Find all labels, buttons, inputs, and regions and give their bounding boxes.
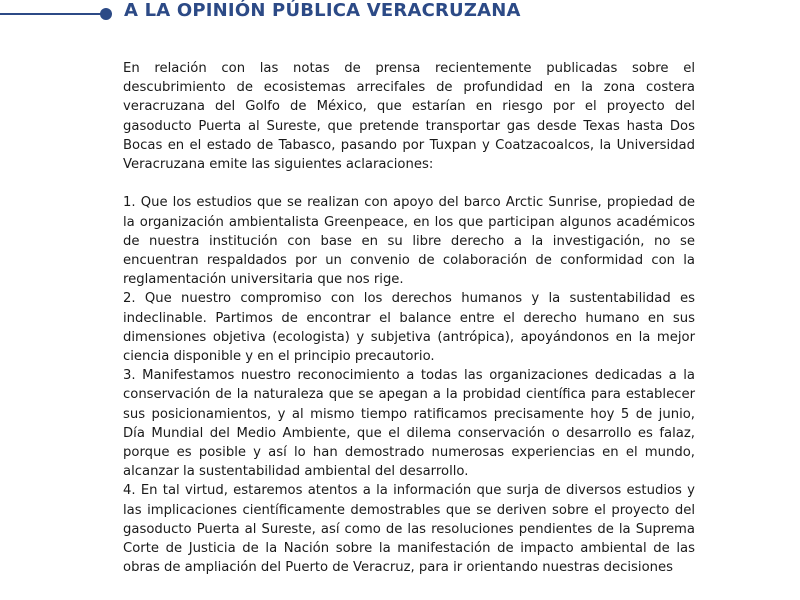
intro-paragraph: En relación con las notas de prensa recientemente publicadas sobre el descubrimiento de ecosistemas arrecifales de profundidad en la zona costera veracruzana del Golfo de México, que estarían en riesgo por el proyecto del gasoducto Puerta al Sureste, que pretende transportar gas desde Texas hasta Dos Bocas en el estado de Tabasco, pasando por Tuxpan y Coatzacoalcos, la Universidad Veracruzana emite las siguientes aclaraciones: [123, 61, 695, 173]
clarification-item-1 [123, 193, 695, 289]
clarification-number: 4. [123, 483, 136, 499]
clarification-number: 2. [123, 291, 136, 307]
statement-body [123, 59, 695, 577]
clarification-text: En tal virtud, estaremos atentos a la información que surja de diversos estudios y las implicaciones científicamente demostrables que se deriven sobre el proyecto del gasoducto Puerta al Sureste, así como de las resoluciones pendientes de la Suprema Corte de Justicia de la Nación sobre la manifestación de impacto ambiental de las obras de ampliación del Puerto de Veracruz, para ir orientando nuestras decisiones [123, 483, 695, 576]
clarification-item-4 [123, 481, 695, 577]
page-title: A LA OPINIÓN PÚBLICA VERACRUZANA [124, 0, 521, 21]
clarification-item-3 [123, 366, 695, 481]
clarification-item-2 [123, 289, 695, 366]
header-accent-rule [0, 13, 102, 15]
clarification-text: Que nuestro compromiso con los derechos humanos y la sustentabilidad es indeclinable. Partimos de encontrar el balance entre el derecho humano en sus dimensiones objetiva (ecologista) y subjetiva (antrópica), apoyándonos en la mejor ciencia disponible y en el principio precautorio. [123, 291, 695, 365]
clarification-number: 3. [123, 368, 136, 384]
clarification-text: Que los estudios que se realizan con apoyo del barco Arctic Sunrise, propiedad de la organización ambientalista Greenpeace, en los que participan algunos académicos de nuestra institución con base en su libre derecho a la investigación, no se encuentran respaldados por un convenio de colaboración de conformidad con la reglamentación universitaria que nos rige. [123, 195, 695, 288]
clarifications-list [123, 193, 695, 577]
clarification-text: Manifestamos nuestro reconocimiento a todas las organizaciones dedicadas a la conservación de la naturaleza que se apegan a la probidad científica para establecer sus posicionamientos, y al mismo tiempo ratificamos precisamente hoy 5 de junio, Día Mundial del Medio Ambiente, que el dilema conservación o desarrollo es falaz, porque es posible y así lo han demostrado numerosas experiencias en el mundo, alcanzar la sustentabilidad ambiental del desarrollo. [123, 368, 695, 480]
header-accent-dot [100, 8, 112, 20]
clarification-number: 1. [123, 195, 136, 211]
